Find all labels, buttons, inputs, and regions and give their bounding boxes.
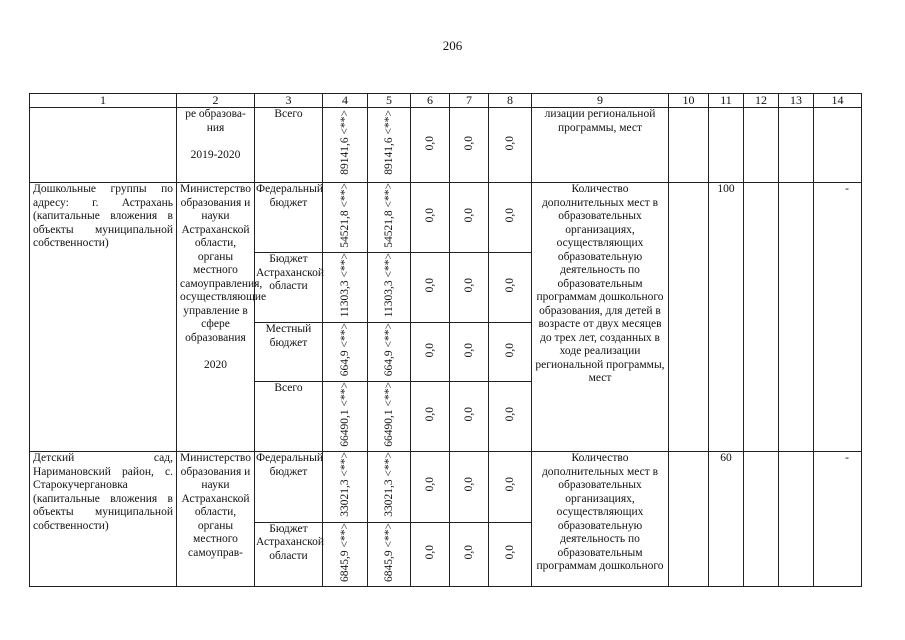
- program-table: [29, 93, 862, 587]
- header-cell: 6: [411, 94, 450, 108]
- page-number: 206: [442, 38, 463, 53]
- executor-text: Министерство образования и науки Астраханской области, органы местного самоуправления, осуществляющие управление в сфере образования: [180, 183, 267, 344]
- header-cell: 3: [255, 94, 323, 108]
- cell-executor: [177, 183, 267, 452]
- header-cell: 11: [709, 94, 744, 108]
- header-cell: 14: [814, 94, 862, 108]
- cell-amount: 54521,8 <**>: [368, 183, 411, 253]
- cell-amount: 6845,9 <**>: [368, 522, 411, 586]
- cell-funding-source: Федеральный бюджет: [255, 452, 323, 522]
- cell-amount: 0,0: [450, 183, 489, 253]
- table-row: [30, 183, 862, 253]
- cell-value: [669, 452, 709, 587]
- header-cell: 9: [532, 94, 669, 108]
- cell-amount: 0,0: [450, 253, 489, 323]
- cell-value: -: [814, 452, 862, 587]
- cell-amount: 0,0: [411, 452, 450, 522]
- cell-amount: 0,0: [411, 382, 450, 452]
- cell-amount: 664,9 <**>: [323, 323, 368, 382]
- cell-funding-source: Федеральный бюджет: [255, 183, 323, 253]
- cell-funding-source: Местный бюджет: [255, 323, 323, 382]
- cell-value: [744, 108, 779, 183]
- cell-funding-source: Всего: [255, 382, 323, 452]
- header-cell: 8: [489, 94, 532, 108]
- cell-amount: 11303,3 <**>: [323, 253, 368, 323]
- cell-activity: [30, 108, 177, 183]
- cell-funding-source: Бюджет Астраханской области: [255, 522, 323, 586]
- cell-amount: 0,0: [489, 452, 532, 522]
- cell-amount: 33021,3 <**>: [323, 452, 368, 522]
- cell-value: [744, 183, 779, 452]
- header-cell: 10: [669, 94, 709, 108]
- cell-value: [779, 183, 814, 452]
- cell-amount: 66490,1 <**>: [368, 382, 411, 452]
- cell-amount: 0,0: [411, 108, 450, 183]
- header-cell: 12: [744, 94, 779, 108]
- executor-line: ния: [206, 121, 225, 134]
- executor-line: ре образова-: [185, 108, 246, 120]
- cell-activity: Детский сад, Наримановский район, с. Старокучергановка (капитальные вложения в объекты муниципальной собственности): [30, 452, 177, 587]
- cell-amount: 0,0: [450, 452, 489, 522]
- cell-activity: Дошкольные группы по адресу: г. Астрахань (капитальные вложения в объекты муниципальной собственности): [30, 183, 177, 452]
- cell-amount: 0,0: [411, 183, 450, 253]
- table-row: [30, 108, 862, 183]
- header-row: [30, 94, 862, 108]
- cell-amount: 6845,9 <**>: [323, 522, 368, 586]
- cell-amount: 0,0: [411, 522, 450, 586]
- cell-amount: 0,0: [450, 323, 489, 382]
- header-cell: 4: [323, 94, 368, 108]
- cell-amount: 0,0: [450, 108, 489, 183]
- cell-indicator: Количество дополнительных мест в образовательных организациях, осуществляющих образовательную деятельность по образовательным программам дошкольного образования, для детей в возрасте от двух месяцев до трех лет, созданных в ходе реализации региональной программы, мест: [532, 183, 669, 452]
- cell-amount: 0,0: [489, 183, 532, 253]
- cell-amount: 89141,6 <**>: [368, 108, 411, 183]
- cell-amount: 66490,1 <**>: [323, 382, 368, 452]
- period: 2019-2020: [190, 149, 241, 161]
- cell-value: 100: [709, 183, 744, 452]
- cell-amount: 0,0: [450, 522, 489, 586]
- cell-amount: 0,0: [411, 323, 450, 382]
- cell-amount: 89141,6 <**>: [323, 108, 368, 183]
- cell-executor: [177, 108, 255, 183]
- cell-executor: Министерство образования и науки Астраханской области, органы местного самоуправ-: [177, 452, 255, 587]
- cell-funding-source: Бюджет Астраханской области: [255, 253, 323, 323]
- cell-amount: 0,0: [411, 253, 450, 323]
- cell-amount: 664,9 <**>: [368, 323, 411, 382]
- cell-amount: 0,0: [489, 522, 532, 586]
- table-row: [30, 452, 862, 522]
- header-cell: 1: [30, 94, 177, 108]
- header-cell: 7: [450, 94, 489, 108]
- cell-funding-source: Всего: [255, 108, 323, 183]
- cell-value: [669, 183, 709, 452]
- period: 2020: [204, 359, 227, 371]
- cell-value: [669, 108, 709, 183]
- cell-amount: 0,0: [489, 323, 532, 382]
- cell-amount: 0,0: [489, 253, 532, 323]
- cell-value: [709, 108, 744, 183]
- cell-amount: 0,0: [489, 382, 532, 452]
- cell-value: 60: [709, 452, 744, 587]
- cell-indicator: лизации региональной программы, мест: [532, 108, 669, 183]
- cell-amount: 33021,3 <**>: [368, 452, 411, 522]
- header-cell: 13: [779, 94, 814, 108]
- cell-amount: 0,0: [450, 382, 489, 452]
- cell-value: [814, 108, 862, 183]
- cell-value: [779, 452, 814, 587]
- header-cell: 5: [368, 94, 411, 108]
- cell-value: -: [814, 183, 862, 452]
- cell-value: [779, 108, 814, 183]
- header-cell: 2: [177, 94, 255, 108]
- cell-amount: 54521,8 <**>: [323, 183, 368, 253]
- cell-indicator: Количество дополнительных мест в образовательных организациях, осуществляющих образовательную деятельность по образовательным программам дошкольного: [532, 452, 669, 587]
- cell-value: [744, 452, 779, 587]
- cell-amount: 11303,3 <**>: [368, 253, 411, 323]
- cell-amount: 0,0: [489, 108, 532, 183]
